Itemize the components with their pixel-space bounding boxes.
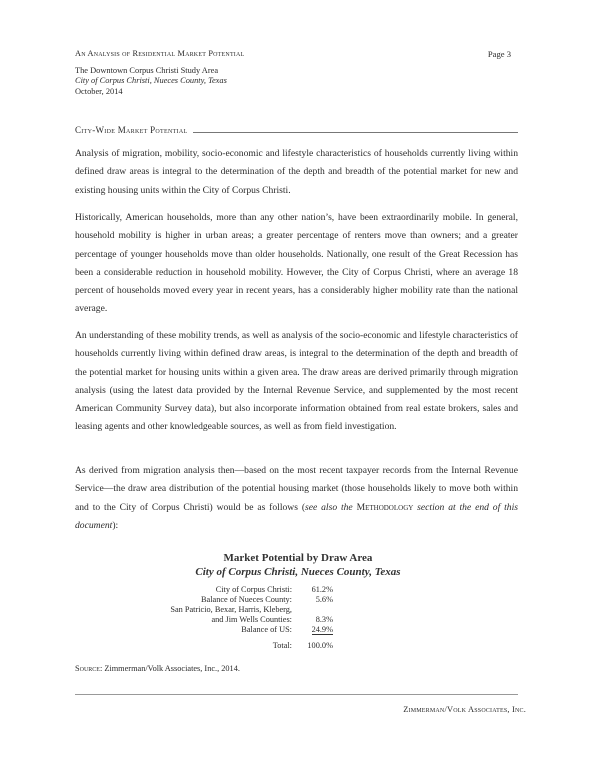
paragraph-4-close: ): bbox=[112, 519, 119, 531]
paragraph-4-end: section at the end of this document bbox=[75, 501, 518, 531]
study-area: The Downtown Corpus Christi Study Area bbox=[75, 66, 219, 75]
table-subtitle: City of Corpus Christi, Nueces County, Texas bbox=[195, 566, 401, 578]
table-row bbox=[150, 625, 390, 635]
row-value: 8.3% bbox=[315, 615, 333, 624]
row-label: San Patricio, Bexar, Harris, Kleberg, bbox=[170, 605, 292, 614]
paragraph-4-see: see also the bbox=[305, 501, 357, 513]
table-row bbox=[150, 595, 390, 605]
table-row bbox=[150, 615, 390, 625]
row-label: City of Corpus Christi: bbox=[215, 585, 292, 594]
report-title: An Analysis of Residential Market Potential bbox=[75, 49, 245, 58]
paragraph-2: Historically, American households, more than any other nation’s, have been extraordinarily mobile. In general, household mobility is higher in urban areas; a greater percentage of renters move than owners; and a greater percentage of younger households move than older households. Nationally, one result of the Great Recession has been a considerable reduction in household mobility. However, the City of Corpus Christi, where an average 18 percent of households moved every year in recent years, has a considerably higher mobility rate than the national average. bbox=[75, 212, 518, 315]
report-date: October, 2014 bbox=[75, 86, 123, 96]
paragraph-1: Analysis of migration, mobility, socio-economic and lifestyle characteristics of households currently living within defined draw areas is integral to the determination of the depth and breadth of the potential market for new and existing housing units within the City of Corpus Christi. bbox=[75, 148, 518, 196]
footer-rule bbox=[75, 694, 518, 695]
table-title: Market Potential by Draw Area bbox=[223, 552, 373, 564]
row-value: 61.2% bbox=[311, 585, 333, 594]
total-label: Total: bbox=[272, 641, 292, 650]
section-heading bbox=[75, 125, 518, 135]
table-total-row bbox=[150, 641, 390, 651]
location: City of Corpus Christi, Nueces County, Texas bbox=[75, 76, 227, 86]
source-text: Zimmerman/Volk Associates, Inc., 2014. bbox=[102, 664, 240, 673]
paragraph-3: An understanding of these mobility trends, as well as analysis of the socio-economic and lifestyle characteristics of households currently living within defined draw areas, is integral to the determination of the depth and breadth of the potential market for housing units within a given area. The draw areas are derived primarily through migration analysis (using the latest data provided by the Internal Revenue Service, and supplemented by the most recent American Community Survey data), but also incorporate information obtained from real estate brokers, sales and leasing agents and other knowledgeable sources, as well as from field investigation. bbox=[75, 330, 518, 433]
row-label: and Jim Wells Counties: bbox=[211, 615, 292, 624]
source-note bbox=[75, 664, 240, 673]
row-label: Balance of Nueces County: bbox=[200, 595, 292, 604]
footer-firm: Zimmerman/Volk Associates, Inc. bbox=[403, 705, 526, 714]
paragraph-4-methodology: Methodology bbox=[356, 501, 414, 513]
row-value: 5.6% bbox=[315, 595, 333, 604]
report-subheader bbox=[75, 66, 227, 97]
draw-area-table bbox=[150, 585, 390, 651]
paragraph-4 bbox=[75, 462, 518, 535]
section-heading-text: City-Wide Market Potential bbox=[75, 125, 188, 135]
section-rule bbox=[193, 132, 518, 133]
row-label: Balance of US: bbox=[241, 625, 292, 634]
table-row bbox=[150, 585, 390, 595]
paragraph-4-main: As derived from migration analysis then—based on the most recent taxpayer records from the Internal Revenue Service—the draw area distribution of the potential housing market (those households likely to move both within and to the City of Corpus Christi) would be as follows ( bbox=[75, 465, 518, 513]
total-value: 100.0% bbox=[307, 641, 333, 650]
source-label: Source: bbox=[75, 664, 103, 673]
page-number: Page 3 bbox=[487, 49, 511, 59]
row-value: 24.9% bbox=[311, 625, 333, 634]
table-row bbox=[150, 605, 390, 615]
